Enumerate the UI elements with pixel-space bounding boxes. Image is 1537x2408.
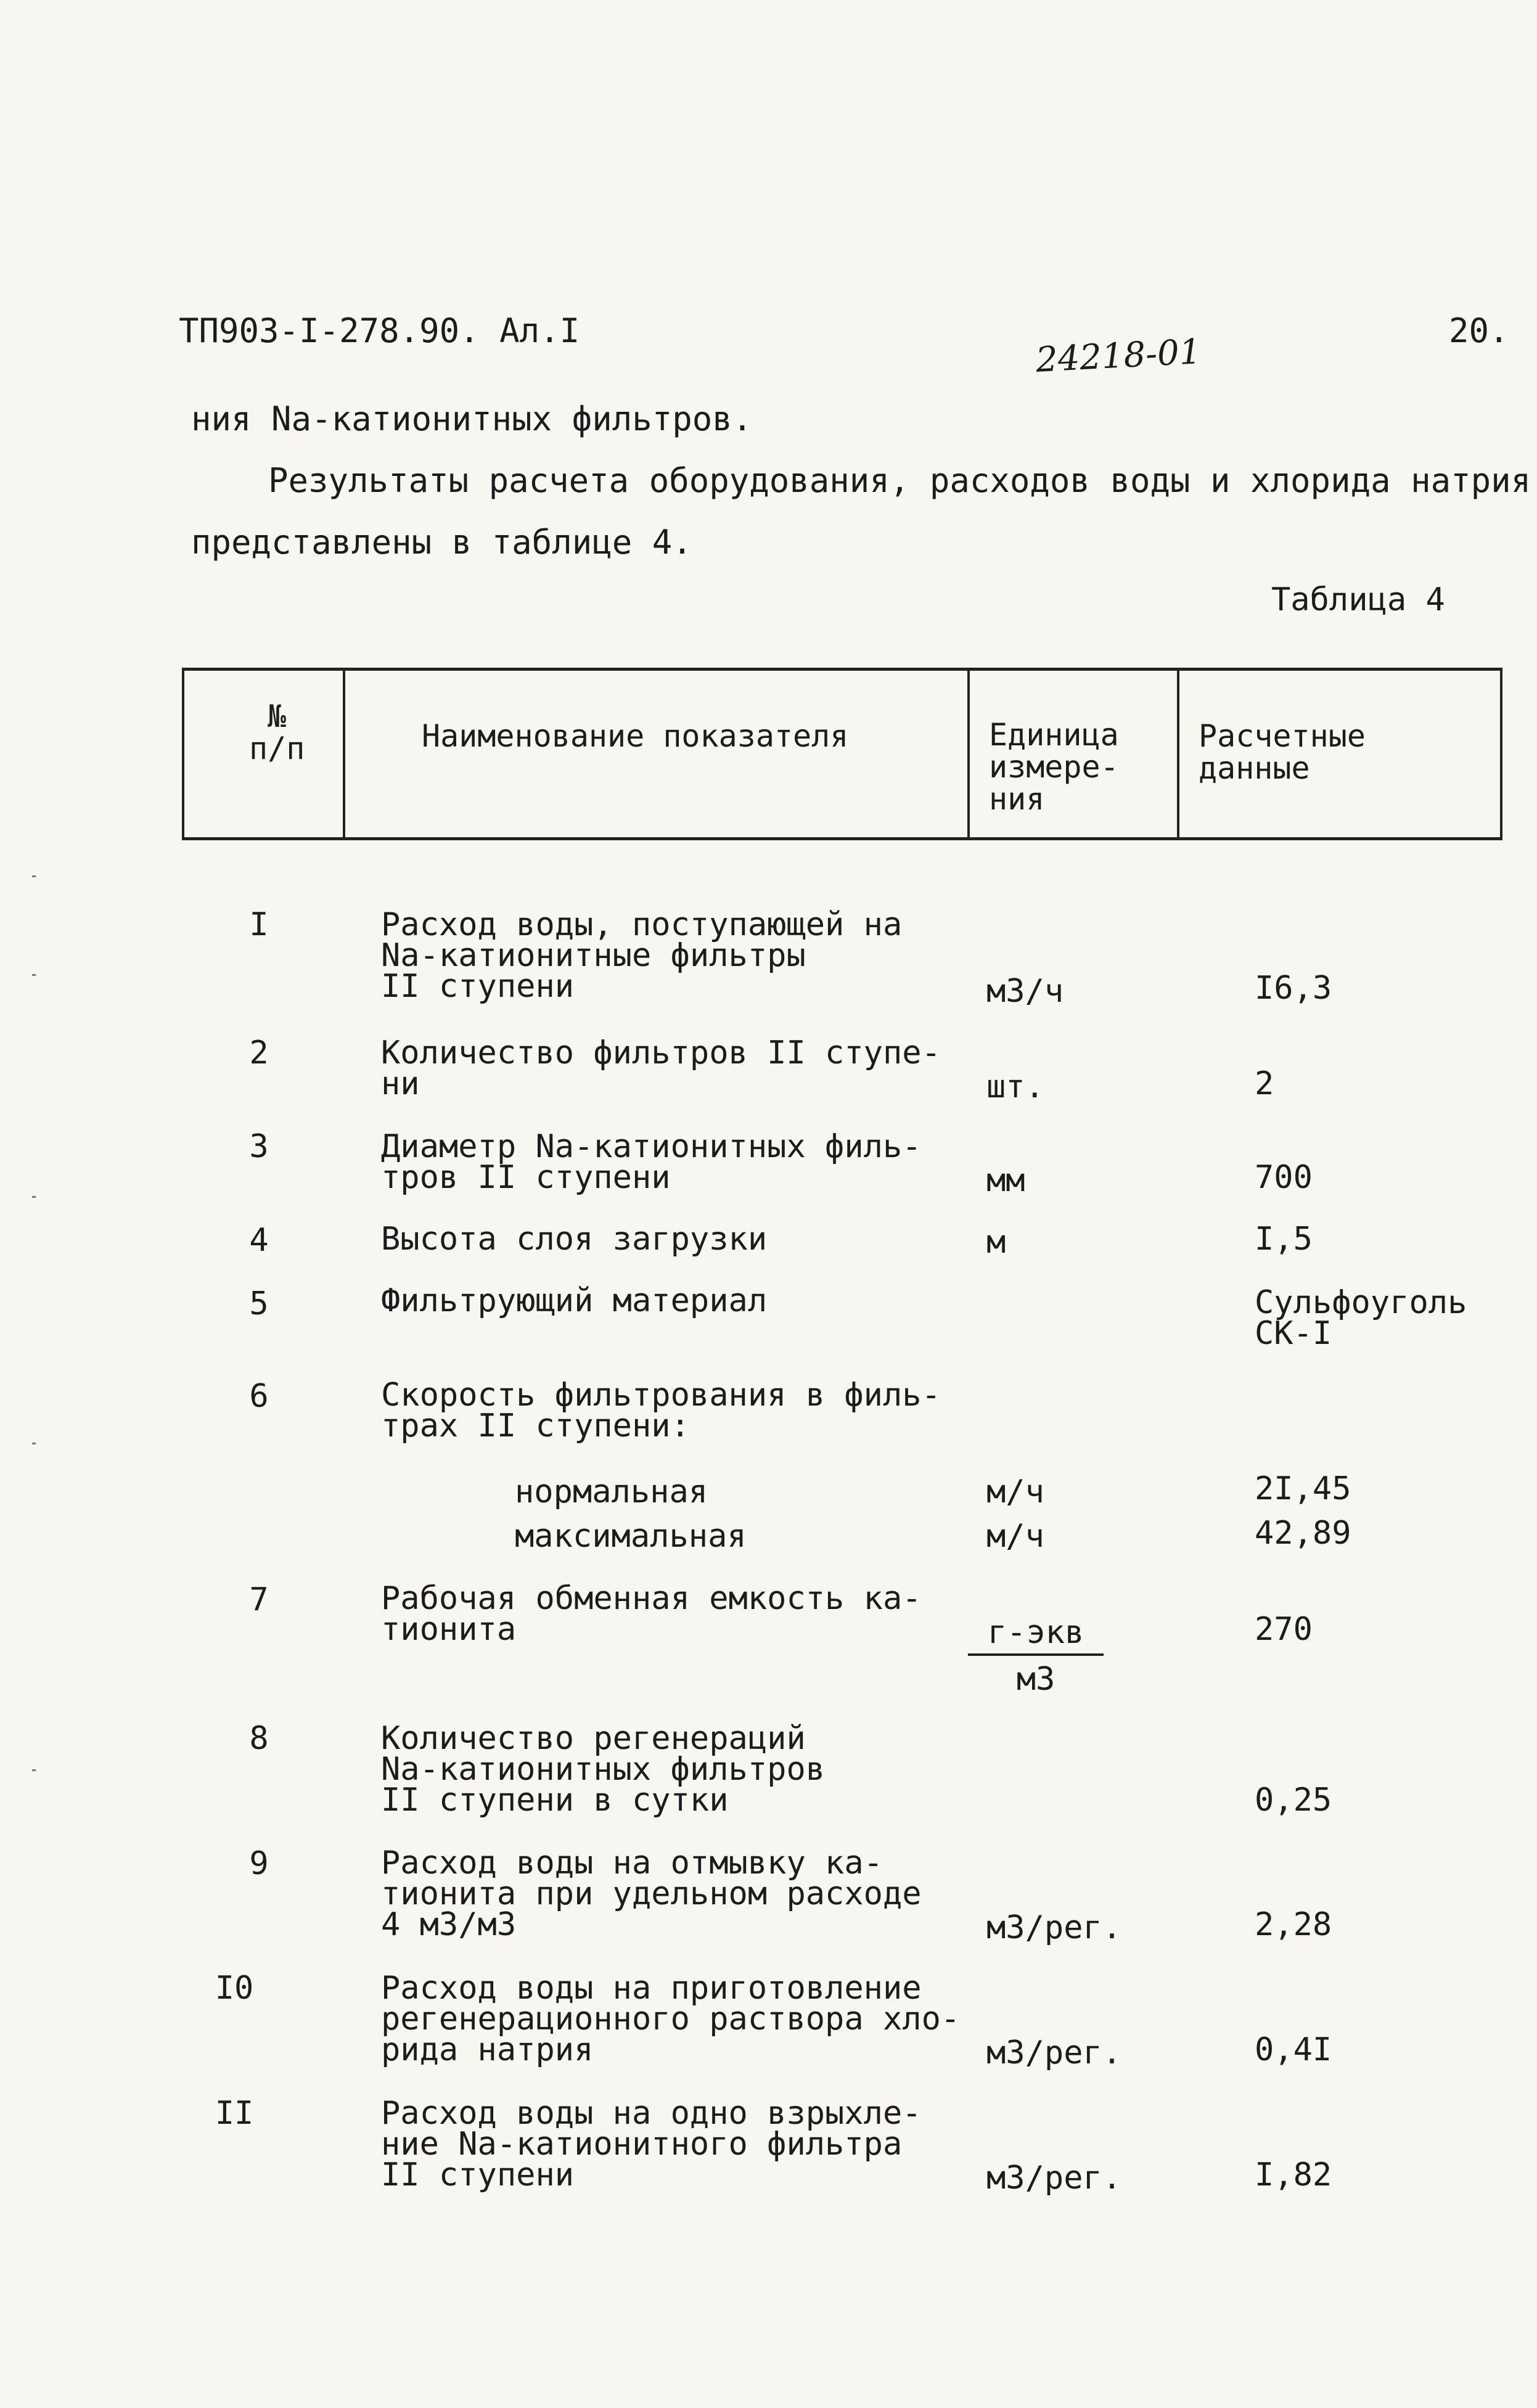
row-number: 4 bbox=[249, 1222, 269, 1259]
row-name: Количество регенераций Na-катионитных фильтров II ступени в сутки bbox=[381, 1720, 826, 1819]
sub-row-unit: м/ч bbox=[986, 1473, 1044, 1510]
row-number: 7 bbox=[249, 1581, 269, 1618]
row-unit: шт. bbox=[986, 1068, 1044, 1105]
intro-line-1: ния Na-катионитных фильтров. bbox=[191, 399, 753, 438]
handwritten-code: 24218-01 bbox=[1035, 332, 1202, 380]
scan-mark bbox=[32, 1443, 36, 1444]
row-value: 0,4I bbox=[1255, 2031, 1332, 2068]
row-value: 700 bbox=[1255, 1159, 1313, 1196]
column-header-value: Расчетные данные bbox=[1199, 718, 1366, 786]
row-name: Высота слоя загрузки bbox=[381, 1221, 768, 1258]
row-number: 9 bbox=[249, 1845, 269, 1882]
column-header-num: № п/п bbox=[249, 698, 305, 766]
row-number: 6 bbox=[249, 1378, 269, 1415]
row-value: 0,25 bbox=[1255, 1782, 1332, 1819]
row-unit: м bbox=[986, 1224, 1006, 1261]
scan-mark bbox=[32, 974, 36, 976]
row-name: Расход воды, поступающей на Na-катионитные фильтры II ступени bbox=[381, 906, 903, 1005]
row-name: Расход воды на отмывку ка- тионита при удельном расходе 4 м3/м3 bbox=[381, 1845, 922, 1943]
row-unit: мм bbox=[986, 1162, 1025, 1199]
column-divider bbox=[967, 671, 970, 837]
row-number: I bbox=[249, 906, 269, 943]
row-unit-fraction bbox=[968, 1614, 1104, 1698]
row-number: 8 bbox=[249, 1720, 269, 1757]
scan-mark bbox=[32, 1769, 36, 1771]
row-number: 2 bbox=[249, 1034, 269, 1071]
fraction-denominator: м3 bbox=[1016, 1661, 1055, 1698]
row-value: Сульфоуголь СК-I bbox=[1255, 1284, 1467, 1352]
row-unit: м3/рег. bbox=[986, 2034, 1122, 2071]
row-name: Диаметр Na-катионитных филь- тров II ступени bbox=[381, 1128, 922, 1196]
scan-mark bbox=[32, 1196, 36, 1198]
row-number: I0 bbox=[215, 1970, 254, 2007]
row-value: I,5 bbox=[1255, 1221, 1313, 1258]
row-value: 270 bbox=[1255, 1611, 1313, 1648]
row-unit: м3/рег. bbox=[986, 1909, 1122, 1946]
column-divider bbox=[343, 671, 345, 837]
sub-row-name: максимальная bbox=[515, 1518, 747, 1555]
column-header-unit: Единица измере- ния bbox=[989, 717, 1119, 817]
row-value: I,82 bbox=[1255, 2156, 1332, 2193]
sub-row-unit: м/ч bbox=[986, 1518, 1044, 1555]
row-number: 3 bbox=[249, 1128, 269, 1165]
sub-row-value: 2I,45 bbox=[1255, 1470, 1351, 1507]
row-unit: м3/рег. bbox=[986, 2160, 1122, 2197]
row-name: Расход воды на приготовление регенерационного раствора хло- рида натрия bbox=[381, 1970, 961, 2068]
row-value: 2 bbox=[1255, 1065, 1274, 1102]
table-caption: Таблица 4 bbox=[1271, 581, 1445, 618]
scan-mark bbox=[32, 875, 36, 877]
row-name: Количество фильтров II ступе- ни bbox=[381, 1034, 941, 1102]
sub-row-name: нормальная bbox=[515, 1473, 708, 1510]
row-number: 5 bbox=[249, 1285, 269, 1322]
column-header-name: Наименование показателя bbox=[422, 718, 849, 754]
sub-row-value: 42,89 bbox=[1255, 1515, 1351, 1552]
row-value: 2,28 bbox=[1255, 1906, 1332, 1943]
row-number: II bbox=[215, 2095, 254, 2132]
intro-line-2: Результаты расчета оборудования, расходов воды и хлорида натрия bbox=[268, 461, 1531, 500]
document-code: ТП903-I-278.90. Ал.I bbox=[179, 311, 580, 350]
fraction-numerator: г-экв bbox=[968, 1614, 1104, 1656]
intro-line-3: представлены в таблице 4. bbox=[191, 523, 692, 562]
row-name: Расход воды на одно взрыхле- ние Na-катионитного фильтра II ступени bbox=[381, 2095, 922, 2193]
table-header bbox=[182, 668, 1502, 840]
row-name: Скорость фильтрования в филь- трах II ступени: bbox=[381, 1377, 941, 1444]
row-value: I6,3 bbox=[1255, 970, 1332, 1007]
page-number: 20. bbox=[1449, 311, 1509, 350]
row-name: Фильтрующий материал bbox=[381, 1282, 768, 1319]
row-unit: м3/ч bbox=[986, 973, 1064, 1010]
row-name: Рабочая обменная емкость ка- тионита bbox=[381, 1580, 922, 1648]
column-divider bbox=[1177, 671, 1179, 837]
